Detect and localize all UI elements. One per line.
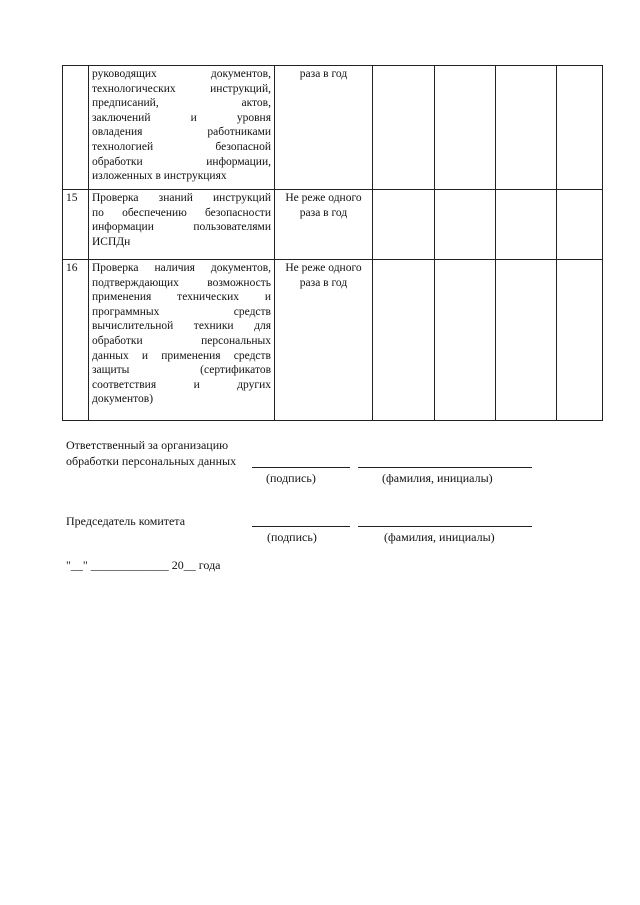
signature-caption: (подпись) <box>267 530 317 544</box>
desc-line: изложенных в инструкциях <box>92 170 227 183</box>
desc-line: информации пользователями <box>92 221 271 234</box>
desc-line: Проверка наличия документов, <box>92 262 271 274</box>
desc-line: овладения работниками <box>92 126 271 139</box>
responsible-label-line1: Ответственный за организацию <box>66 438 229 452</box>
signature-caption: (подпись) <box>266 471 316 485</box>
row-description <box>89 190 275 260</box>
empty-cell <box>557 190 603 260</box>
desc-line: Проверка знаний инструкций <box>92 192 271 204</box>
empty-cell <box>557 66 603 190</box>
chairman-label: Председатель комитета <box>66 514 186 528</box>
row-number: 15 <box>63 190 89 260</box>
desc-line: предписаний, актов, <box>92 97 271 110</box>
empty-cell <box>373 190 435 260</box>
checks-table <box>62 65 603 421</box>
row-number <box>63 66 89 190</box>
row-number: 16 <box>63 260 89 421</box>
desc-line: документов) <box>92 393 154 406</box>
desc-line: обработки персональных <box>92 334 271 347</box>
empty-cell <box>557 260 603 421</box>
desc-line: по обеспечению безопасности <box>92 206 271 219</box>
row-description <box>89 66 275 190</box>
table-row <box>63 66 603 190</box>
row-frequency: Не реже одного раза в год <box>275 260 373 421</box>
row-description <box>89 260 275 421</box>
empty-cell <box>435 260 496 421</box>
empty-cell <box>496 66 557 190</box>
desc-line: заключений и уровня <box>92 111 271 124</box>
name-line <box>358 526 532 527</box>
desc-line: технологических инструкций, <box>92 82 271 95</box>
row-frequency: раза в год <box>275 66 373 190</box>
empty-cell <box>435 190 496 260</box>
empty-cell <box>496 190 557 260</box>
table-row <box>63 260 603 421</box>
responsible-label-line2: обработки персональных данных <box>66 454 237 468</box>
desc-line: руководящих документов, <box>92 68 271 80</box>
desc-line: применения технических и <box>92 291 271 304</box>
desc-line: защиты (сертификатов <box>92 364 271 377</box>
signature-line <box>252 526 350 527</box>
desc-line: обработки информации, <box>92 155 271 168</box>
desc-line: вычислительной техники для <box>92 320 271 333</box>
name-caption: (фамилия, инициалы) <box>382 471 493 485</box>
desc-line: соответствия и других <box>92 378 271 391</box>
signature-line <box>252 467 350 468</box>
row-frequency: Не реже одного раза в год <box>275 190 373 260</box>
empty-cell <box>373 260 435 421</box>
desc-line: технологией безопасной <box>92 140 271 153</box>
desc-line: подтверждающих возможность <box>92 276 271 289</box>
empty-cell <box>373 66 435 190</box>
empty-cell <box>496 260 557 421</box>
name-caption: (фамилия, инициалы) <box>384 530 495 544</box>
empty-cell <box>435 66 496 190</box>
desc-line: программных средств <box>92 305 271 318</box>
date-line: "__" _____________ 20__ года <box>66 558 221 572</box>
table-row <box>63 190 603 260</box>
name-line <box>358 467 532 468</box>
desc-line: данных и применения средств <box>92 349 271 362</box>
desc-line: ИСПДн <box>92 235 131 248</box>
